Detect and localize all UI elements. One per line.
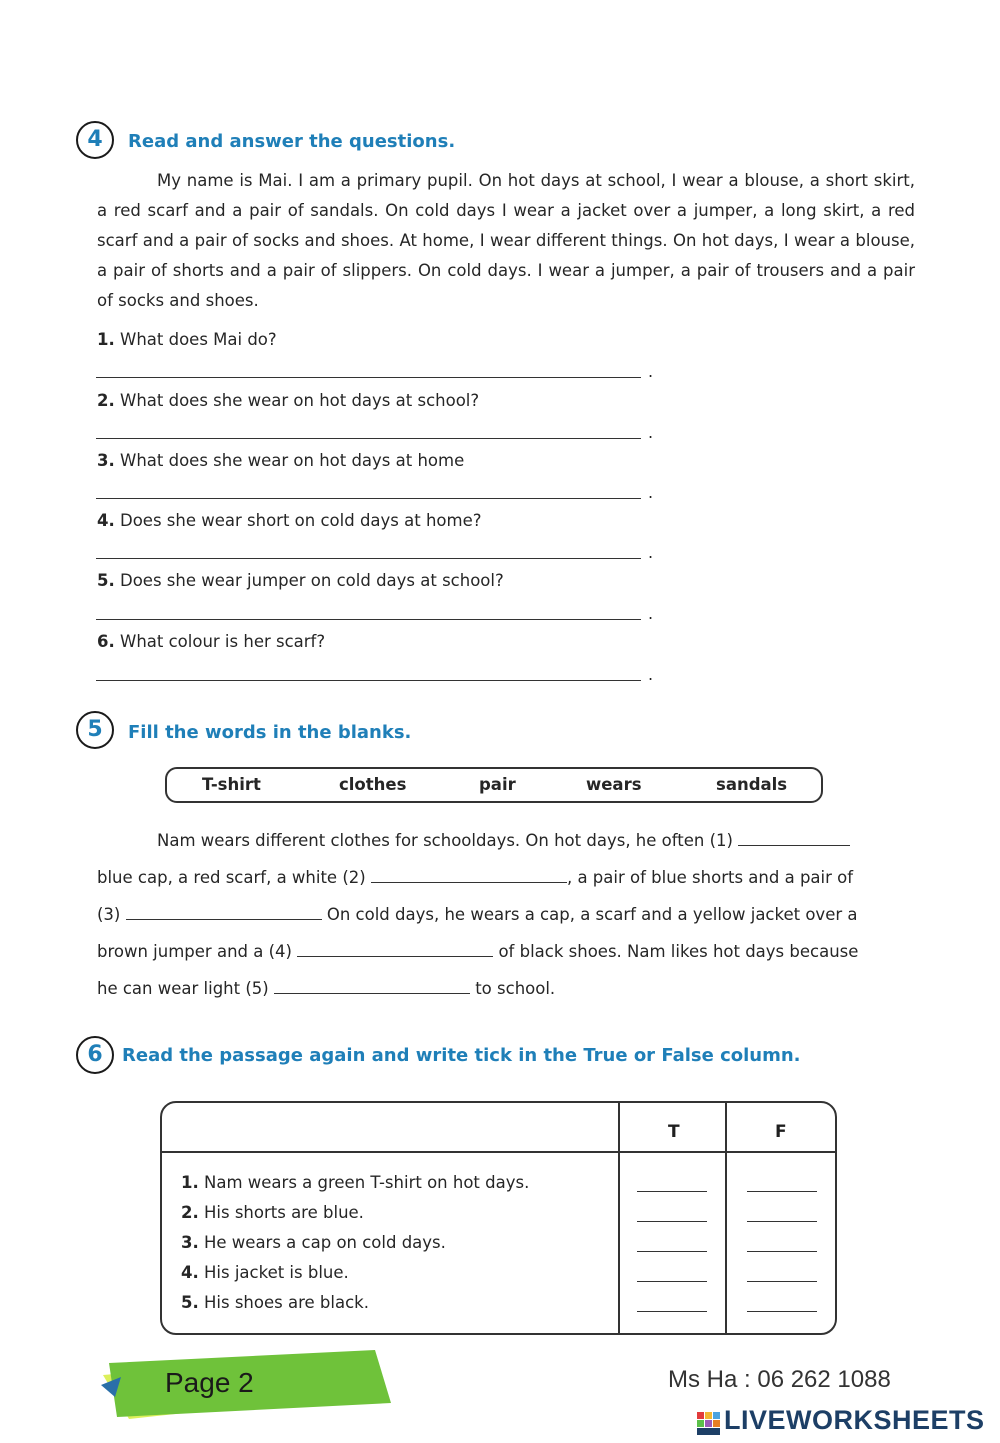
question-5: 5. Does she wear jumper on cold days at school? xyxy=(97,571,504,590)
question-6: 6. What colour is her scarf? xyxy=(97,632,326,651)
line-end-dot: . xyxy=(648,362,654,381)
blank-4[interactable] xyxy=(297,942,493,957)
true-answer-line-5[interactable] xyxy=(637,1311,707,1312)
line-end-dot: . xyxy=(648,423,654,442)
blank-1[interactable] xyxy=(738,831,850,846)
statement-5: 5. His shoes are black. xyxy=(181,1293,369,1312)
question-1: 1. What does Mai do? xyxy=(97,330,277,349)
question-3: 3. What does she wear on hot days at home xyxy=(97,451,465,470)
answer-line-6[interactable] xyxy=(96,680,641,681)
table-divider xyxy=(725,1103,727,1333)
teacher-contact: Ms Ha : 06 262 1088 xyxy=(668,1366,891,1393)
true-answer-line-1[interactable] xyxy=(637,1191,707,1192)
line-end-dot: . xyxy=(648,543,654,562)
fill-line-1: Nam wears different clothes for schooldays. On hot days, he often (1) xyxy=(157,831,850,850)
column-false-header: F xyxy=(775,1122,787,1142)
fill-line-3: (3) On cold days, he wears a cap, a scarf and a yellow jacket over a xyxy=(97,905,858,924)
true-answer-line-4[interactable] xyxy=(637,1281,707,1282)
section-5-title: Fill the words in the blanks. xyxy=(128,722,412,743)
question-2: 2. What does she wear on hot days at school? xyxy=(97,391,480,410)
false-answer-line-2[interactable] xyxy=(747,1221,817,1222)
blank-2[interactable] xyxy=(371,868,567,883)
blank-3[interactable] xyxy=(126,905,322,920)
answer-line-4[interactable] xyxy=(96,558,641,559)
line-end-dot: . xyxy=(648,604,654,623)
true-answer-line-3[interactable] xyxy=(637,1251,707,1252)
fill-line-5: he can wear light (5) to school. xyxy=(97,979,556,998)
statement-2: 2. His shorts are blue. xyxy=(181,1203,364,1222)
liveworksheets-logo-icon xyxy=(697,1410,721,1438)
column-true-header: T xyxy=(668,1122,680,1142)
true-answer-line-2[interactable] xyxy=(637,1221,707,1222)
line-end-dot: . xyxy=(648,483,654,502)
word-bank-item: pair xyxy=(479,775,516,794)
answer-line-3[interactable] xyxy=(96,498,641,499)
reading-passage: My name is Mai. I am a primary pupil. On hot days at school, I wear a blouse, a short skirt, a red scarf and a pair of sandals. On cold days I wear a jacket over a jumper, a long skirt, a red scarf and a pair of socks and shoes. At home, I wear different things. On hot days, I wear a blouse, a pair of shorts and a pair of slippers. On cold days. I wear a jumper, a pair of trousers and a pair of socks and shoes. xyxy=(97,171,915,310)
word-bank-item: sandals xyxy=(716,775,788,794)
blank-5[interactable] xyxy=(274,979,470,994)
false-answer-line-5[interactable] xyxy=(747,1311,817,1312)
false-answer-line-3[interactable] xyxy=(747,1251,817,1252)
word-bank xyxy=(165,767,823,803)
answer-line-5[interactable] xyxy=(96,619,641,620)
word-bank-item: T-shirt xyxy=(202,775,261,794)
answer-line-2[interactable] xyxy=(96,438,641,439)
statement-4: 4. His jacket is blue. xyxy=(181,1263,349,1282)
answer-line-1[interactable] xyxy=(96,377,641,378)
false-answer-line-1[interactable] xyxy=(747,1191,817,1192)
section-4-title: Read and answer the questions. xyxy=(128,131,456,152)
fill-line-4: brown jumper and a (4) of black shoes. Nam likes hot days because xyxy=(97,942,859,961)
section-6-title: Read the passage again and write tick in the True or False column. xyxy=(122,1045,801,1066)
table-header-divider xyxy=(162,1151,835,1153)
section-6-number: 6 xyxy=(76,1036,114,1074)
page-number: Page 2 xyxy=(165,1367,254,1398)
section-4-number: 4 xyxy=(76,121,114,159)
table-divider xyxy=(618,1103,620,1333)
statement-1: 1. Nam wears a green T-shirt on hot days. xyxy=(181,1173,530,1192)
word-bank-item: clothes xyxy=(339,775,407,794)
liveworksheets-brand[interactable]: LIVEWORKSHEETS xyxy=(724,1405,985,1435)
word-bank-item: wears xyxy=(586,775,642,794)
true-false-table xyxy=(160,1101,837,1335)
false-answer-line-4[interactable] xyxy=(747,1281,817,1282)
statement-3: 3. He wears a cap on cold days. xyxy=(181,1233,446,1252)
fill-line-2: blue cap, a red scarf, a white (2) , a pair of blue shorts and a pair of xyxy=(97,868,854,887)
line-end-dot: . xyxy=(648,665,654,684)
question-4: 4. Does she wear short on cold days at home? xyxy=(97,511,482,530)
section-5-number: 5 xyxy=(76,711,114,749)
